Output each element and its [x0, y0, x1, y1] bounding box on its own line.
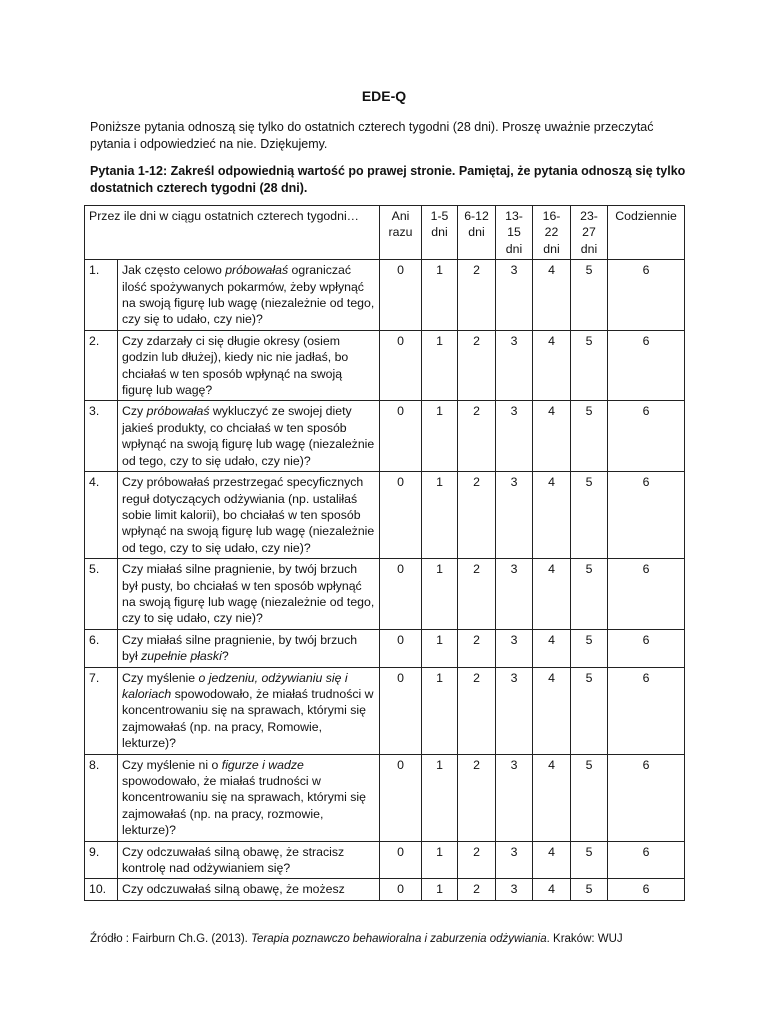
column-header: 13-15 dni [496, 206, 533, 260]
answer-option[interactable]: 2 [458, 260, 496, 331]
answer-option[interactable]: 5 [571, 559, 608, 630]
answer-option[interactable]: 4 [533, 401, 571, 472]
answer-option[interactable]: 1 [422, 401, 458, 472]
answer-option[interactable]: 0 [380, 260, 422, 331]
question-row [85, 330, 685, 401]
question-text-part: Czy odczuwałaś silną obawę, że stracisz kontrolę nad odżywianiem się? [122, 844, 345, 876]
footer-text-end: . Kraków: WUJ [546, 933, 623, 945]
answer-option[interactable]: 3 [496, 401, 533, 472]
answer-option[interactable]: 6 [608, 472, 685, 559]
footer-book-title: Terapia poznawczo behawioralna i zaburzenia odżywiania [251, 933, 547, 945]
question-number: 5. [85, 559, 118, 630]
answer-option[interactable]: 2 [458, 667, 496, 754]
question-number: 8. [85, 754, 118, 841]
answer-option[interactable]: 1 [422, 879, 458, 900]
answer-option[interactable]: 1 [422, 841, 458, 879]
answer-option[interactable]: 1 [422, 667, 458, 754]
question-header: Przez ile dni w ciągu ostatnich czterech tygodni… [85, 206, 380, 260]
question-text-part: Czy zdarzały ci się długie okresy (osiem godzin lub dłużej), kiedy nic nie jadłaś, bo chciałaś w ten sposób wpłynąć na swoją figurę lub wagę? [122, 333, 349, 398]
question-text [118, 629, 380, 667]
question-text [118, 330, 380, 401]
answer-option[interactable]: 3 [496, 559, 533, 630]
question-number: 2. [85, 330, 118, 401]
answer-option[interactable]: 1 [422, 559, 458, 630]
answer-option[interactable]: 0 [380, 472, 422, 559]
column-header: Ani razu [380, 206, 422, 260]
question-emphasis: zupełnie płaski [141, 649, 222, 664]
answer-option[interactable]: 5 [571, 330, 608, 401]
question-text-part: Czy miałaś silne pragnienie, by twój brzuch był [122, 632, 358, 664]
answer-option[interactable]: 0 [380, 667, 422, 754]
question-row [85, 260, 685, 331]
answer-option[interactable]: 4 [533, 260, 571, 331]
answer-option[interactable]: 3 [496, 260, 533, 331]
question-number: 1. [85, 260, 118, 331]
answer-option[interactable]: 6 [608, 629, 685, 667]
answer-option[interactable]: 1 [422, 330, 458, 401]
column-header: 6-12 dni [458, 206, 496, 260]
question-text-part: Czy odczuwałaś silną obawę, że możesz [122, 882, 345, 897]
answer-option[interactable]: 3 [496, 841, 533, 879]
answer-option[interactable]: 1 [422, 629, 458, 667]
instruction-paragraph: Pytania 1-12: Zakreśl odpowiednią wartość po prawej stronie. Pamiętaj, że pytania odnoszą się tylko dostatnich czterech tygodni (28 dni). [90, 164, 686, 195]
question-number: 3. [85, 401, 118, 472]
answer-option[interactable]: 2 [458, 841, 496, 879]
answer-option[interactable]: 0 [380, 879, 422, 900]
question-row [85, 754, 685, 841]
question-row [85, 472, 685, 559]
answer-option[interactable]: 2 [458, 472, 496, 559]
answer-option[interactable]: 6 [608, 841, 685, 879]
answer-option[interactable]: 4 [533, 472, 571, 559]
answer-option[interactable]: 2 [458, 754, 496, 841]
intro-paragraph: Poniższe pytania odnoszą się tylko do ostatnich czterech tygodni (28 dni). Proszę uważnie przeczytać pytania i odpowiedzieć na nie. Dziękujemy. [90, 120, 654, 151]
answer-option[interactable]: 0 [380, 841, 422, 879]
question-text-part: Czy miałaś silne pragnienie, by twój brzuch był pusty, bo chciałaś w ten sposób wpłynąć na swoją figurę lub wagę (niezależnie od tego, czy to się udało, czy nie)? [122, 562, 375, 626]
column-header: 16-22 dni [533, 206, 571, 260]
question-emphasis: próbowałaś [225, 263, 289, 278]
source-footer [90, 933, 623, 945]
question-row [85, 841, 685, 879]
answer-option[interactable]: 5 [571, 260, 608, 331]
answer-option[interactable]: 3 [496, 629, 533, 667]
question-text [118, 667, 380, 754]
answer-option[interactable]: 6 [608, 879, 685, 900]
question-text [118, 260, 380, 331]
answer-option[interactable]: 5 [571, 754, 608, 841]
question-text [118, 841, 380, 879]
answer-option[interactable]: 6 [608, 401, 685, 472]
answer-option[interactable]: 2 [458, 629, 496, 667]
question-row [85, 559, 685, 630]
answer-option[interactable]: 6 [608, 667, 685, 754]
footer-text: Źródło : Fairburn Ch.G. (2013). [90, 933, 252, 945]
question-number: 4. [85, 472, 118, 559]
question-text-part: Jak często celowo [122, 263, 226, 278]
answer-option[interactable]: 4 [533, 559, 571, 630]
question-number: 7. [85, 667, 118, 754]
question-text [118, 472, 380, 559]
answer-option[interactable]: 6 [608, 754, 685, 841]
question-text [118, 559, 380, 630]
answer-option[interactable]: 6 [608, 330, 685, 401]
question-emphasis: figurze i wadze [221, 757, 304, 772]
answer-option[interactable]: 0 [380, 754, 422, 841]
question-row [85, 879, 685, 900]
questionnaire-table [84, 205, 685, 901]
question-text-part: spowodowało, że miałaś trudności w koncentrowaniu się na sprawach, którymi się zajmowałaś (np. na pracy, Romowie, lekturze)? [122, 686, 374, 751]
answer-option[interactable]: 5 [571, 879, 608, 900]
answer-option[interactable]: 2 [458, 559, 496, 630]
question-row [85, 667, 685, 754]
question-emphasis: o jedzeniu, odżywianiu się i kaloriach [122, 670, 348, 701]
answer-option[interactable]: 6 [608, 559, 685, 630]
question-text-part: Czy próbowałaś przestrzegać specyficznych reguł dotyczących odżywiania (np. ustaliłaś sobie limit kalorii), bo chciałaś w ten sposób wpłynąć na swoją figurę lub wagę (niezależnie od tego, czy to się udało, czy nie)? [122, 475, 375, 555]
answer-option[interactable]: 4 [533, 879, 571, 900]
question-text-part: Czy myślenie [122, 670, 199, 685]
answer-option[interactable]: 0 [380, 559, 422, 630]
question-text-part: Czy [122, 404, 147, 419]
question-number: 9. [85, 841, 118, 879]
answer-option[interactable]: 1 [422, 260, 458, 331]
answer-option[interactable]: 4 [533, 754, 571, 841]
question-emphasis: próbowałaś [146, 404, 210, 419]
question-row [85, 401, 685, 472]
question-row [85, 629, 685, 667]
answer-option[interactable]: 2 [458, 330, 496, 401]
answer-option[interactable]: 5 [571, 841, 608, 879]
answer-option[interactable]: 4 [533, 667, 571, 754]
answer-option[interactable]: 4 [533, 330, 571, 401]
question-text [118, 401, 380, 472]
answer-option[interactable]: 5 [571, 472, 608, 559]
answer-option[interactable]: 3 [496, 667, 533, 754]
column-header: 23-27 dni [571, 206, 608, 260]
question-number: 10. [85, 879, 118, 900]
answer-option[interactable]: 3 [496, 754, 533, 841]
answer-option[interactable]: 5 [571, 667, 608, 754]
answer-option[interactable]: 6 [608, 260, 685, 331]
question-text [118, 879, 380, 900]
document-title: EDE-Q [361, 88, 407, 104]
answer-option[interactable]: 1 [422, 754, 458, 841]
answer-option[interactable]: 5 [571, 401, 608, 472]
answer-option[interactable]: 2 [458, 879, 496, 900]
answer-option[interactable]: 0 [380, 330, 422, 401]
column-header: Codziennie [608, 206, 685, 260]
header-row [85, 206, 685, 260]
answer-option[interactable]: 0 [380, 401, 422, 472]
answer-option[interactable]: 3 [496, 879, 533, 900]
question-text-part: spowodowało, że miałaś trudności w koncentrowaniu się na sprawach, którymi się zajmowałaś (np. na pracy, rozmowie, lekturze)? [122, 774, 366, 838]
answer-option[interactable]: 0 [380, 629, 422, 667]
question-number: 6. [85, 629, 118, 667]
answer-option[interactable]: 3 [496, 330, 533, 401]
answer-option[interactable]: 4 [533, 629, 571, 667]
question-text-part: ? [221, 649, 229, 664]
answer-option[interactable]: 4 [533, 841, 571, 879]
answer-option[interactable]: 3 [496, 472, 533, 559]
answer-option[interactable]: 5 [571, 629, 608, 667]
question-text [118, 754, 380, 841]
question-text-part: Czy myślenie ni o [122, 757, 222, 772]
question-text-part: wykluczyć ze swojej diety jakieś produkty, co chciałaś w ten sposób wpłynąć na swoją figurę lub wagę (niezależnie od tego, czy to się udało, czy nie)? [122, 404, 375, 468]
column-header: 1-5 dni [422, 206, 458, 260]
answer-option[interactable]: 1 [422, 472, 458, 559]
answer-option[interactable]: 2 [458, 401, 496, 472]
question-text-part: ograniczać ilość spożywanych pokarmów, żeby wpłynąć na swoją figurę lub wagę (niezależnie od tego, czy się to udało, czy nie)? [122, 263, 375, 327]
